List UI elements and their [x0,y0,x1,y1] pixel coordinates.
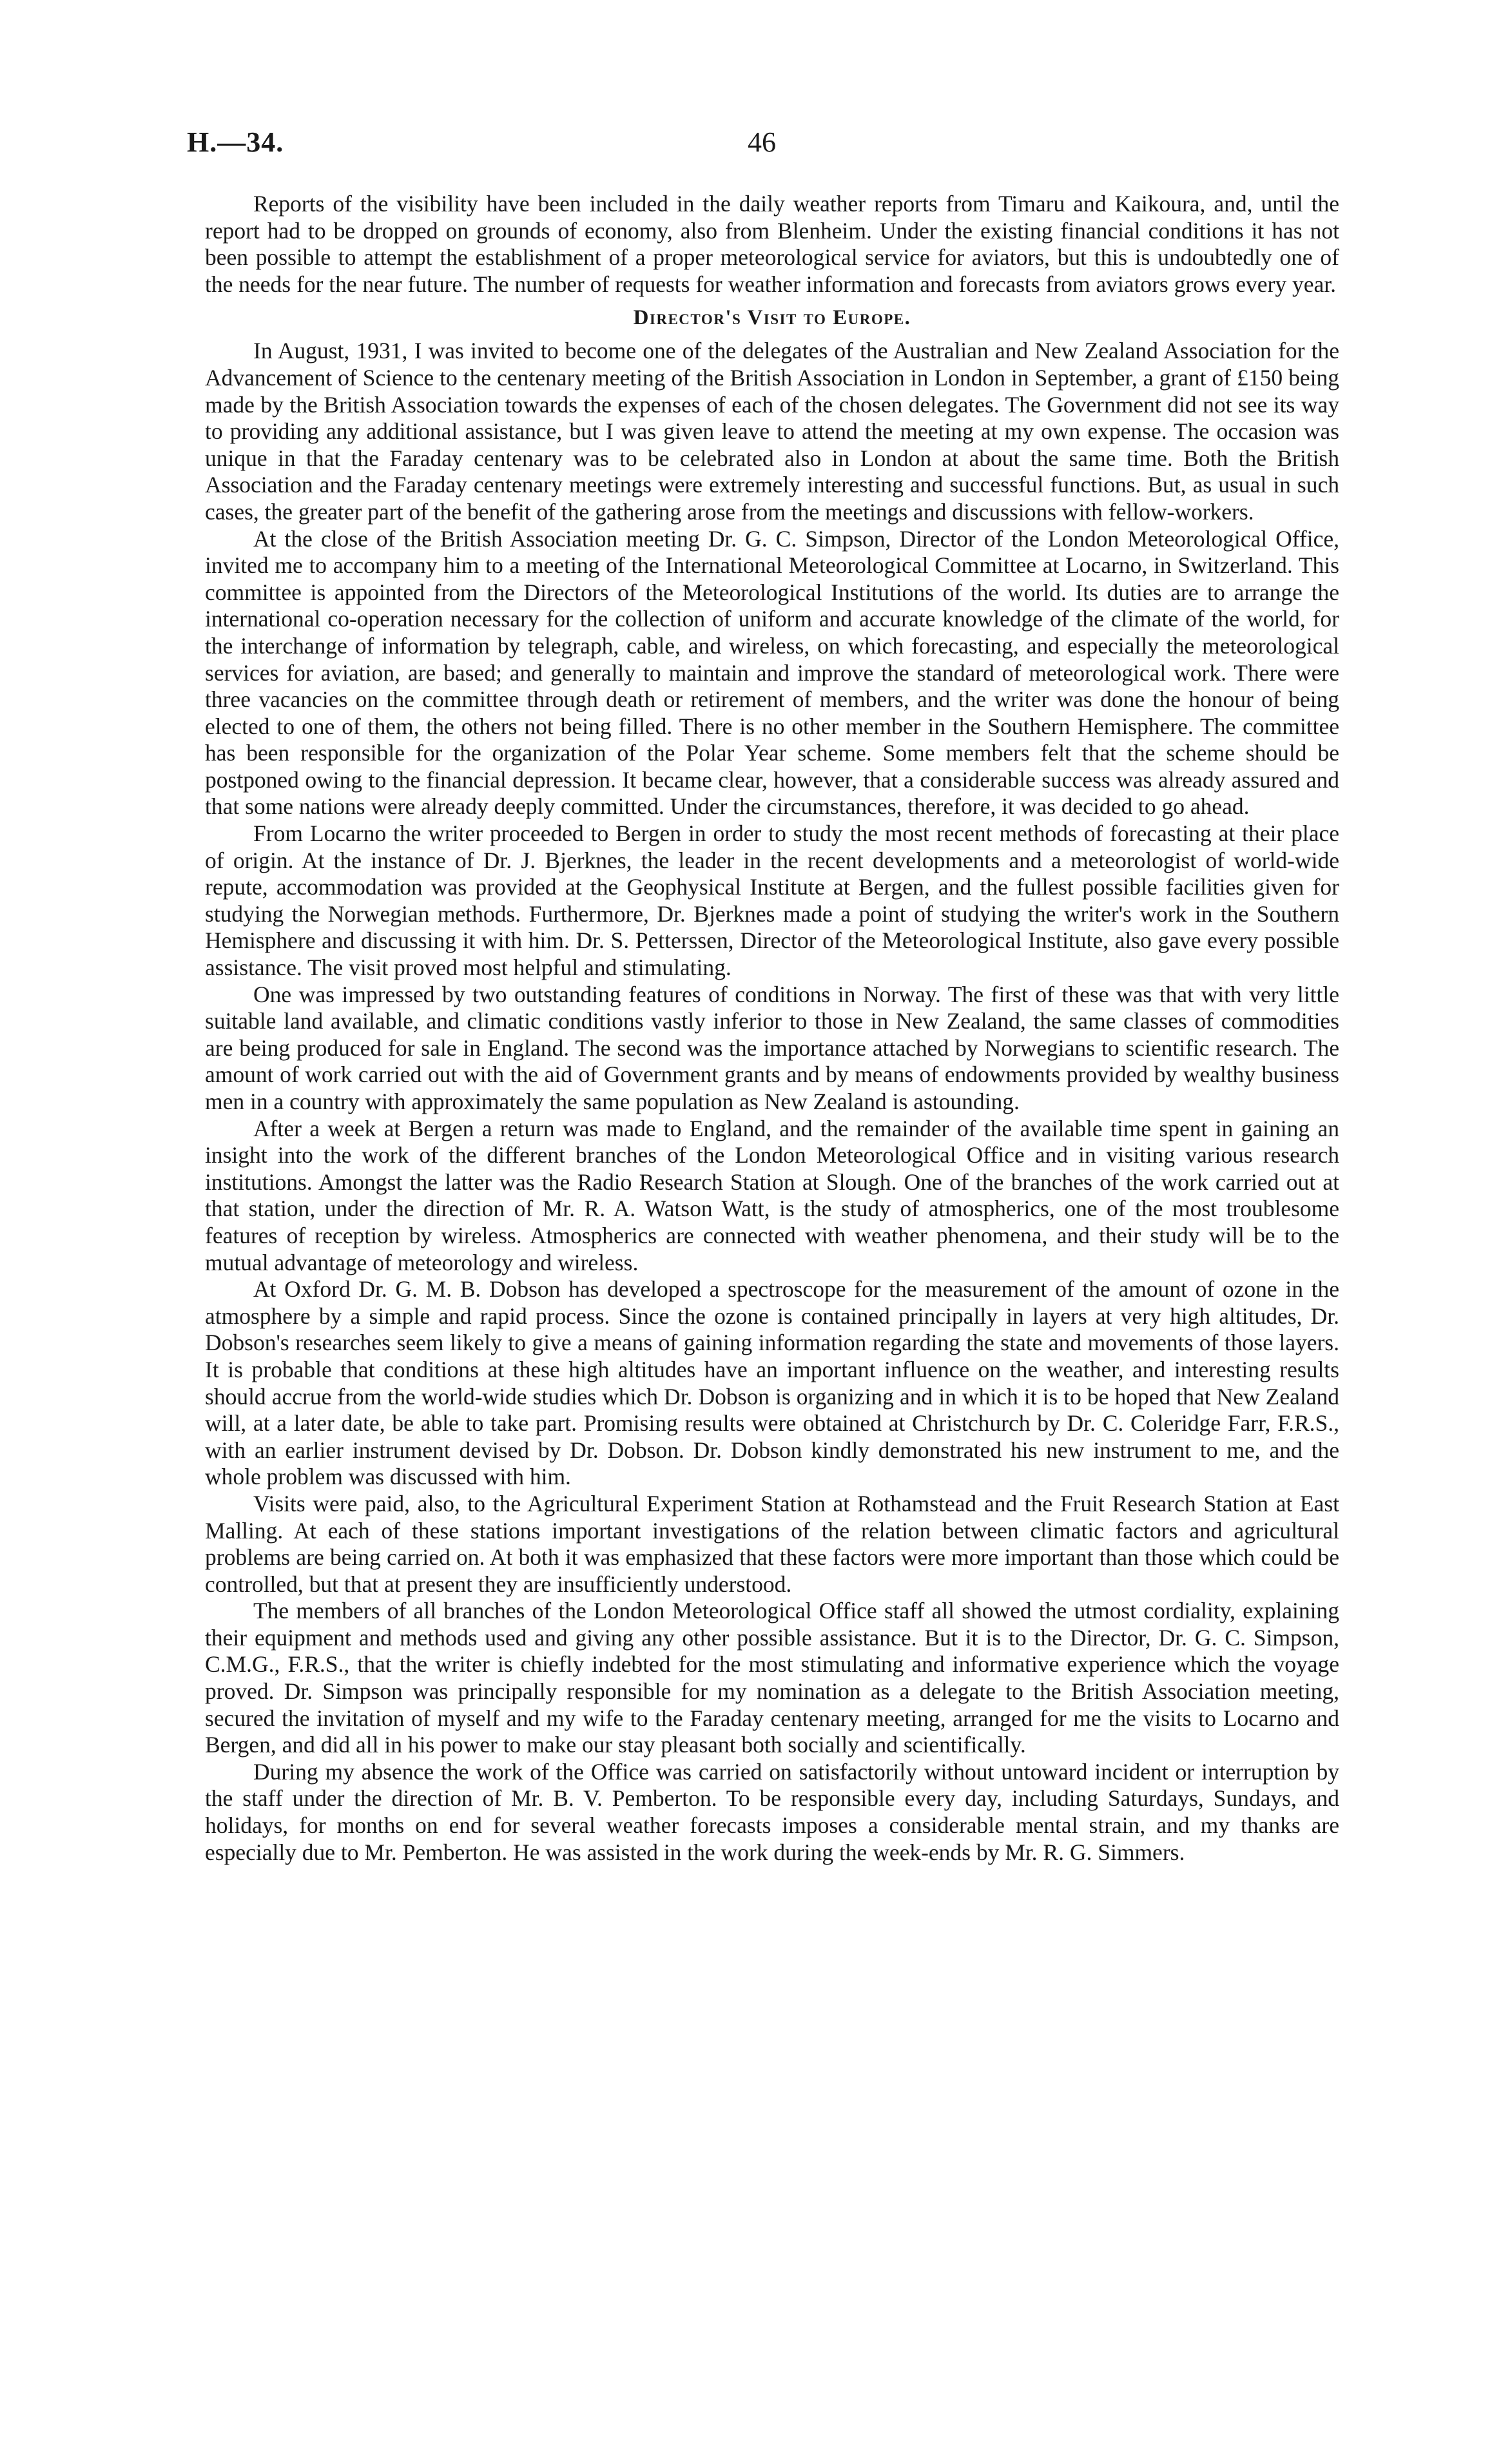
paragraph-return-england: After a week at Bergen a return was made to England, and the remainder of the available time spent in gaining an insight into the work of the different branches of the London Meteorological Office and in visiting various research institutions. Amongst the latter was the Radio Research Station at Slough. One of the branches of the work carried out at that station, under the direction of Mr. R. A. Watson Watt, is the study of atmospherics, one of the most troublesome features of reception by wireless. Atmospherics are connected with weather phenomena, and their study will be to the mutual advantage of meteorology and wireless. [205,1115,1339,1275]
page-number: 46 [748,126,776,158]
paragraph-norway-features: One was impressed by two outstanding features of conditions in Norway. The first of these was that with very little suitable land available, and climatic conditions vastly inferior to those in New Zealand, the same classes of commodities are being produced for sale in England. The second was the importance attached by Norwegians to scientific research. The amount of work carried out with the aid of Government grants and by means of endowments provided by wealthy business men in a country with approximately the same population as New Zealand is astounding. [205,981,1339,1114]
section-heading: Director's Visit to Europe. [633,306,911,330]
paragraph-visibility-reports: Reports of the visibility have been included in the daily weather reports from Timaru and Kaikoura, and, until the report had to be dropped on grounds of economy, also from Blenheim. Under the existing financial conditions it has not been possible to attempt the establishment of a proper meteorological service for aviators, but this is undoubtedly one of the needs for the near future. The number of requests for weather information and forecasts from aviators grows every year. [205,191,1339,297]
body-text [205,191,1339,1866]
document-id: H.—34. [187,126,284,158]
paragraph-oxford-ozone: At Oxford Dr. G. M. B. Dobson has developed a spectroscope for the measurement of the amount of ozone in the atmosphere by a simple and rapid process. Since the ozone is contained principally in layers at very high altitudes, Dr. Dobson's researches seem likely to give a means of gaining information regarding the state and movements of those layers. It is probable that conditions at these high altitudes have an important influence on the weather, and interesting results should accrue from the world-wide studies which Dr. Dobson is organizing and in which it is to be hoped that New Zealand will, at a later date, be able to take part. Promising results were obtained at Christchurch by Dr. C. Coleridge Farr, F.R.S., with an earlier instrument devised by Dr. Dobson. Dr. Dobson kindly demonstrated his new instrument to me, and the whole problem was discussed with him. [205,1276,1339,1490]
page-header [0,126,1512,171]
paragraph-bergen: From Locarno the writer proceeded to Bergen in order to study the most recent methods of forecasting at their place of origin. At the instance of Dr. J. Bjerknes, the leader in the recent developments and a meteorologist of world-wide repute, accommodation was provided at the Geophysical Institute at Bergen, and the fullest possible facilities given for studying the Norwegian methods. Furthermore, Dr. Bjerknes made a point of studying the writer's work in the Southern Hemisphere and discussing it with him. Dr. S. Petterssen, Director of the Meteorological Institute, also gave every possible assistance. The visit proved most helpful and stimulating. [205,820,1339,981]
paragraph-british-association: In August, 1931, I was invited to become one of the delegates of the Australian and New Zealand Association for the Advancement of Science to the centenary meeting of the British Association in London in September, a grant of £150 being made by the British Association towards the expenses of each of the chosen delegates. The Government did not see its way to providing any additional assistance, but I was given leave to attend the meeting at my own expense. The occasion was unique in that the Faraday centenary was to be celebrated also in London at about the same time. Both the British Association and the Faraday centenary meetings were extremely interesting and successful functions. But, as usual in such cases, the greater part of the benefit of the gathering arose from the meetings and discussions with fellow-workers. [205,338,1339,525]
paragraph-locarno-committee: At the close of the British Association meeting Dr. G. C. Simpson, Director of the London Meteorological Office, invited me to accompany him to a meeting of the International Meteorological Committee at Locarno, in Switzerland. This committee is appointed from the Directors of the Meteorological Institutions of the world. Its duties are to arrange the international co-operation necessary for the collection of uniform and accurate knowledge of the climate of the world, for the interchange of information by telegraph, cable, and wireless, on which forecasting, and especially the meteorological services for aviation, are based; and generally to maintain and improve the standard of meteorological work. There were three vacancies on the committee through death or retirement of members, and the writer was done the honour of being elected to one of them, the others not being filled. There is no other member in the Southern Hemisphere. The committee has been responsible for the organization of the Polar Year scheme. Some members felt that the scheme should be postponed owing to the financial depression. It became clear, however, that a considerable success was already assured and that some nations were already deeply committed. Under the circumstances, therefore, it was decided to go ahead. [205,525,1339,820]
paragraph-absence: During my absence the work of the Office was carried on satisfactorily without untoward incident or interruption by the staff under the direction of Mr. B. V. Pemberton. To be responsible every day, including Saturdays, Sundays, and holidays, for months on end for several weather forecasts imposes a considerable mental strain, and my thanks are especially due to Mr. Pemberton. He was assisted in the work during the week-ends by Mr. R. G. Simmers. [205,1758,1339,1865]
paragraph-agricultural-visits: Visits were paid, also, to the Agricultural Experiment Station at Rothamstead and the Fruit Research Station at East Malling. At each of these stations important investigations of the relation between climatic factors and agricultural problems are being carried on. At both it was emphasized that these factors were more important than those which could be controlled, but that at present they are insufficiently understood. [205,1490,1339,1597]
paragraph-london-office-staff: The members of all branches of the London Meteorological Office staff all showed the utmost cordiality, explaining their equipment and methods used and giving any other possible assistance. But it is to the Director, Dr. G. C. Simpson, C.M.G., F.R.S., that the writer is chiefly indebted for the most stimulating and informative experience which the voyage proved. Dr. Simpson was principally responsible for my nomination as a delegate to the British Association meeting, secured the invitation of myself and my wife to the Faraday centenary meeting, arranged for me the visits to Locarno and Bergen, and did all in his power to make our stay pleasant both socially and scientifically. [205,1598,1339,1758]
